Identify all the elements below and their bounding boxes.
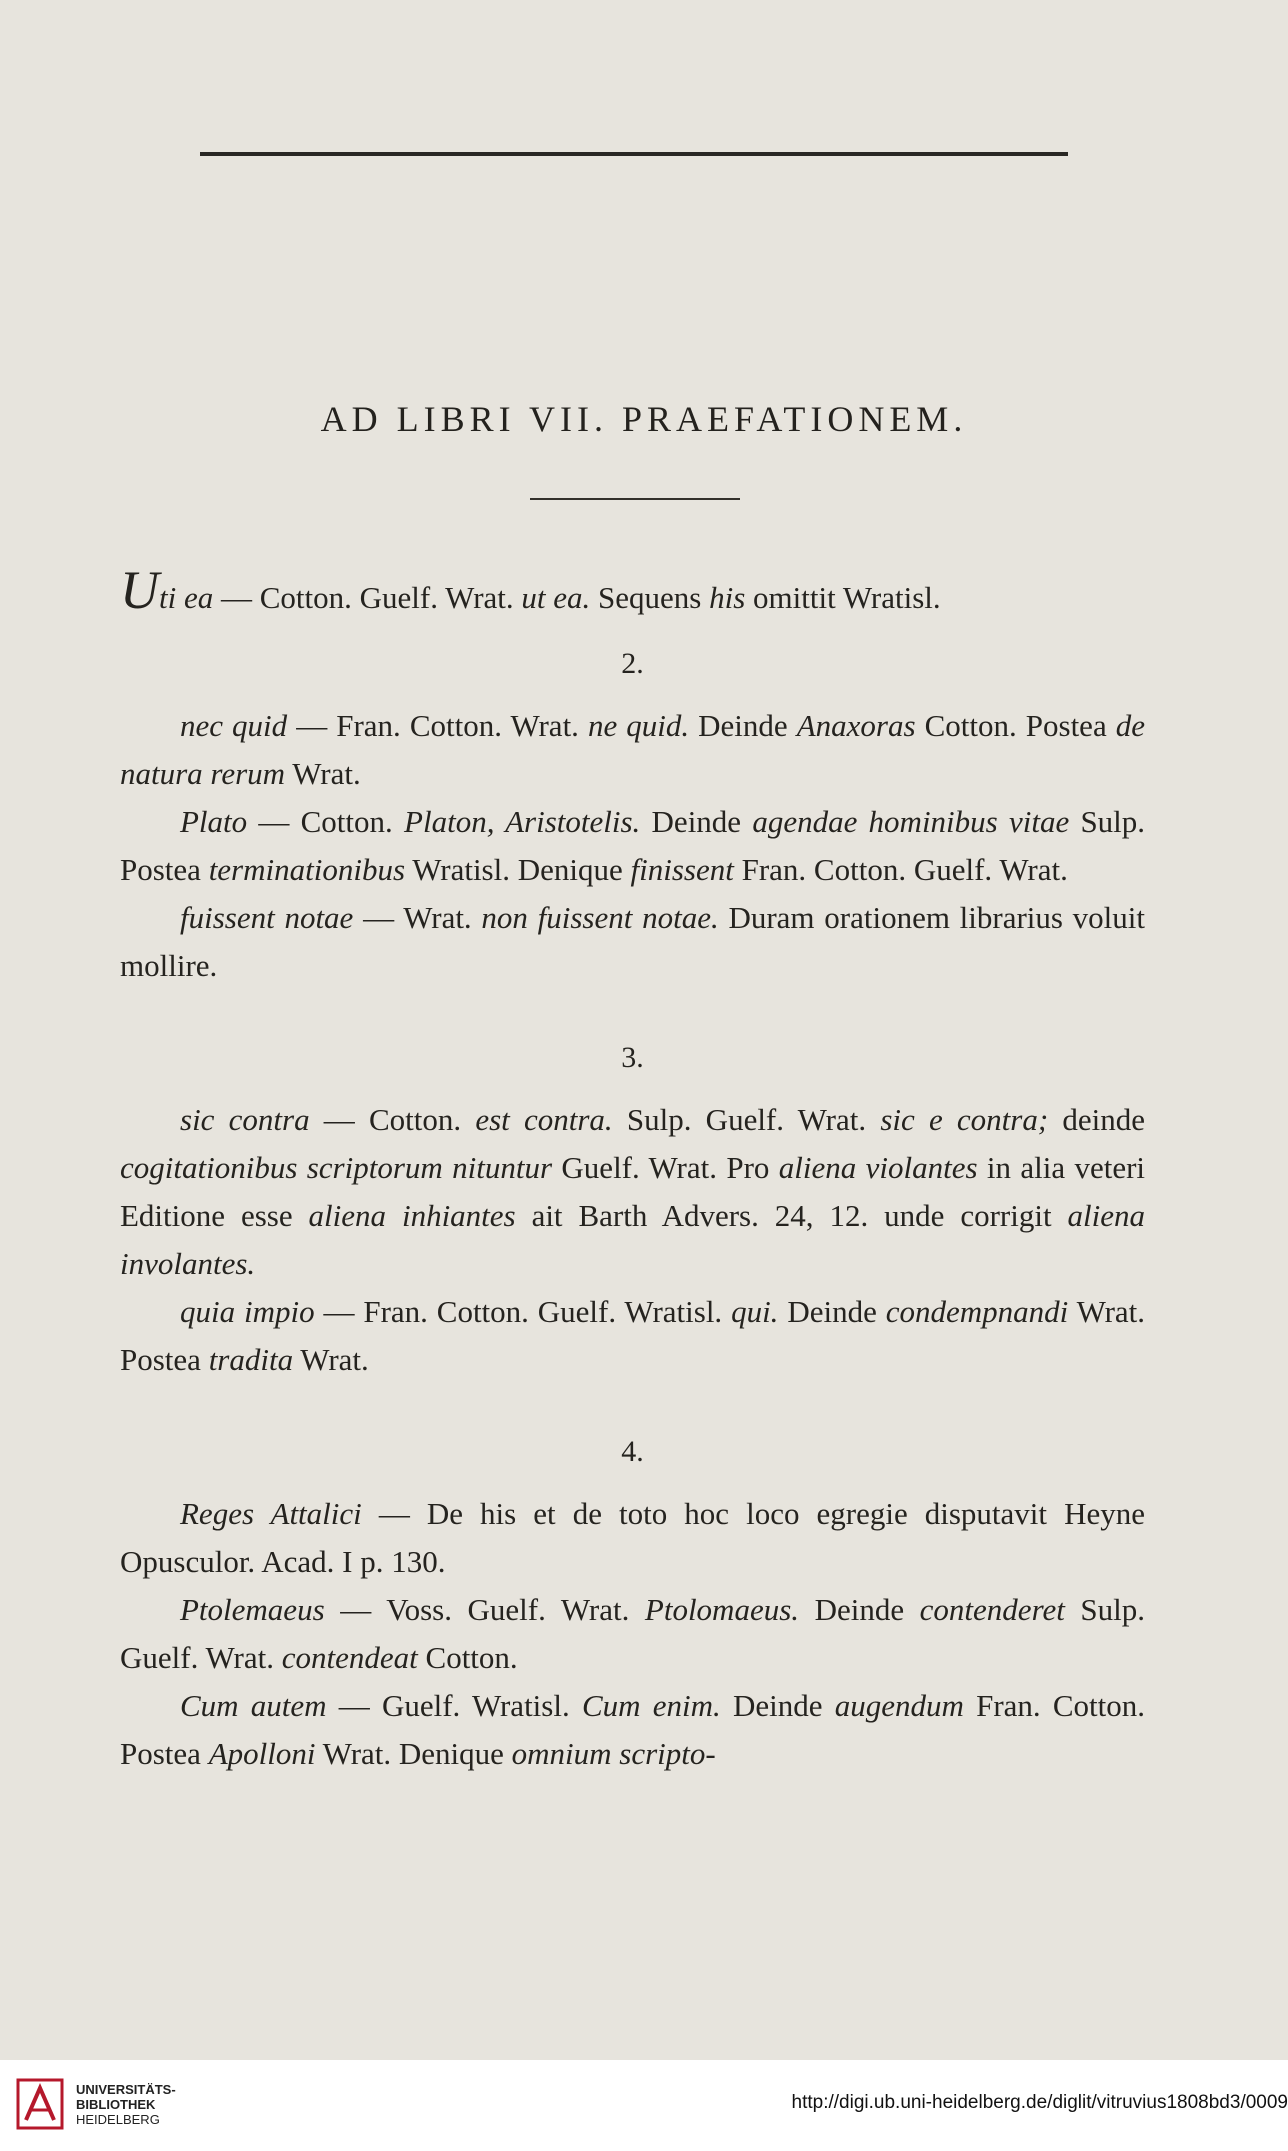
top-rule (200, 152, 1068, 156)
paragraph-8: Ptolemaeus — Voss. Guelf. Wrat. Ptolomaeus. Deinde contenderet Sulp. Guelf. Wrat. contendeat Cotton. (120, 1592, 1146, 1675)
section-number: 3. (621, 1041, 644, 1074)
viewer-footer (0, 2060, 1288, 2151)
section-number: 2. (621, 647, 644, 680)
paragraph-9: Cum autem — Guelf. Wratisl. Cum enim. Deinde augendum Fran. Cotton. Postea Apolloni Wrat. Denique omnium scripto- (120, 1688, 1146, 1771)
body-text (120, 560, 1146, 1778)
lemma: Ptolemaeus (180, 1592, 325, 1627)
heidelberg-library-logo-icon (12, 2074, 68, 2134)
lemma: Cum autem (180, 1688, 327, 1723)
page-title: AD LIBRI VII. PRAEFATIONEM. (320, 399, 968, 439)
section-number: 4. (621, 1435, 644, 1468)
institution-name: UNIVERSITÄTS- BIBLIOTHEK HEIDELBERG (76, 2082, 176, 2127)
paragraph-3: Plato — Cotton. Platon, Aristotelis. Deinde agendae hominibus vitae Sulp. Postea terminationibus Wratisl. Denique finissent Fran. Cotton. Guelf. Wrat. (120, 804, 1146, 887)
paragraph-6: quia impio — Fran. Cotton. Guelf. Wratisl. qui. Deinde condempnandi Wrat. Postea tradita Wrat. (120, 1294, 1146, 1377)
lemma: ti ea (159, 580, 214, 615)
lemma: Plato (180, 804, 248, 839)
lemma: quia impio (180, 1294, 315, 1329)
paragraph-4: fuissent notae — Wrat. non fuissent notae. Duram orationem librarius voluit mollire. (120, 900, 1146, 983)
paragraph-5: sic contra — Cotton. est contra. Sulp. Guelf. Wrat. sic e contra; deinde cogitationibus scriptorum nituntur Guelf. Wrat. Pro aliena violantes in alia veteri Editione esse aliena inhiantes ait Barth Advers. 24, 12. unde corrigit aliena involantes. (120, 1102, 1146, 1281)
permalink-url[interactable]: http://digi.ub.uni-heidelberg.de/diglit/vitruvius1808bd3/0009 (791, 2092, 1288, 2113)
paragraph-7: Reges Attalici — De his et de toto hoc loco egregie disputavit Heyne Opusculor. Acad. I p. 130. (120, 1496, 1145, 1579)
drop-cap: U (120, 560, 159, 620)
lemma: fuissent notae (180, 900, 354, 935)
lemma: sic contra (180, 1102, 310, 1137)
paragraph-2: nec quid — Fran. Cotton. Wrat. ne quid. Deinde Anaxoras Cotton. Postea de natura rerum Wrat. (120, 708, 1145, 791)
lemma: nec quid (180, 708, 288, 743)
paragraph-1: Uti ea — Cotton. Guelf. Wrat. ut ea. Sequens his omittit Wratisl. (120, 560, 941, 620)
lemma: Reges Attalici (180, 1496, 362, 1531)
title-rule (530, 498, 740, 500)
